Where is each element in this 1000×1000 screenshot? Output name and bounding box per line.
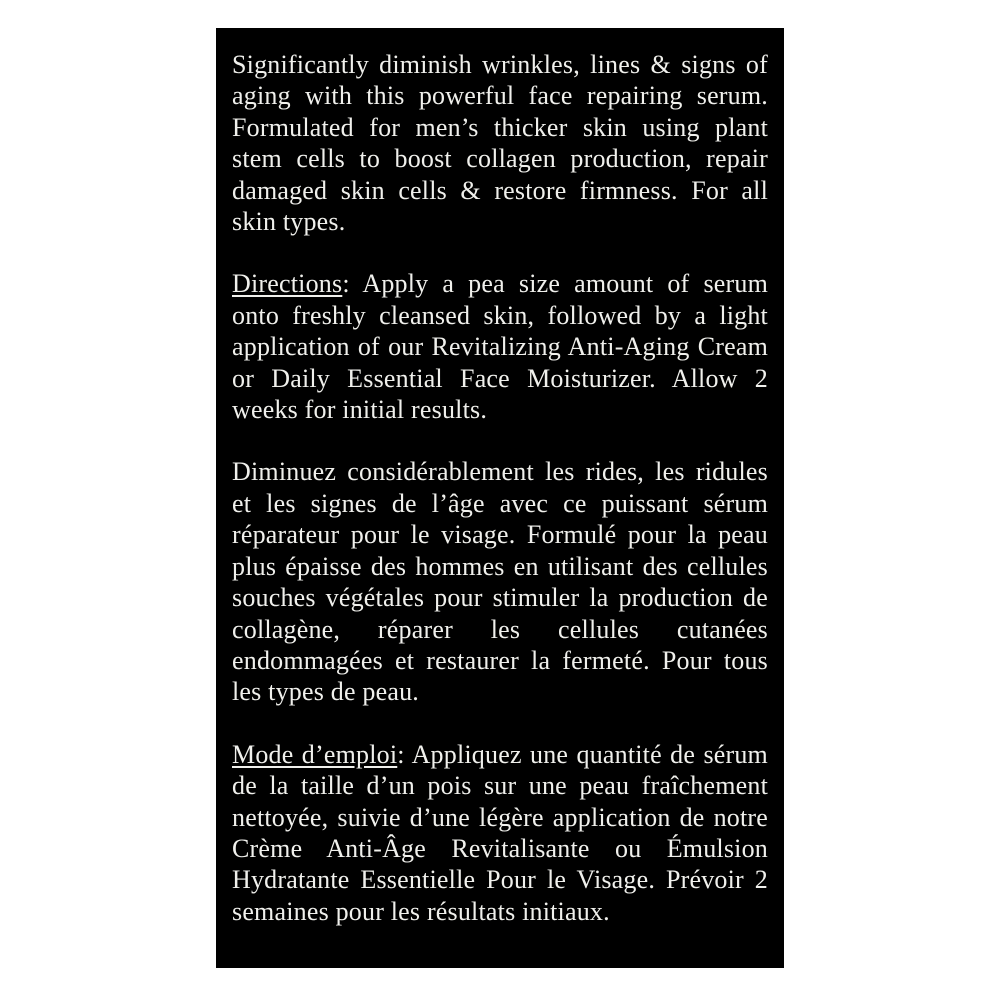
paragraph-french-description bbox=[232, 456, 768, 707]
directions-text: : Apply a pea size amount of serum onto freshly cleansed skin, followed by a light application of our Revitalizing Anti-Aging Cream or Daily Essential Face Moisturizer. Allow 2 weeks for initial results. bbox=[232, 269, 768, 425]
french-description-text: Diminuez considérablement les rides, les ridules et les signes de l’âge avec ce puissant sérum réparateur pour le visage. Formulé pour la peau plus épaisse des hommes en utilisant des cellules souches végétales pour stimuler la production de collagène, réparer les cellules cutanées endommagées et restaurer la fermeté. Pour tous les types de peau. bbox=[232, 457, 768, 707]
english-description-text: Significantly diminish wrinkles, lines & signs of aging with this powerful face repairing serum. Formulated for men’s thicker skin using plant stem cells to boost collagen production, repair damaged skin cells & restore firmness. For all skin types. bbox=[232, 50, 768, 237]
paragraph-french-directions bbox=[232, 739, 768, 927]
mode-demploi-heading: Mode d’emploi bbox=[232, 739, 398, 769]
mode-demploi-text: : Appliquez une quantité de sérum de la taille d’un pois sur une peau fraîchement nettoyée, suivie d’une légère application de notre Crème Anti-Âge Revitalisante ou Émulsion Hydratante Essentielle Pour le Visage. Prévoir 2 semaines pour les résultats initiaux. bbox=[232, 739, 768, 926]
product-label-panel bbox=[216, 28, 784, 968]
paragraph-english-directions bbox=[232, 268, 768, 425]
directions-heading: Directions bbox=[232, 269, 343, 299]
paragraph-english-description bbox=[232, 49, 768, 237]
